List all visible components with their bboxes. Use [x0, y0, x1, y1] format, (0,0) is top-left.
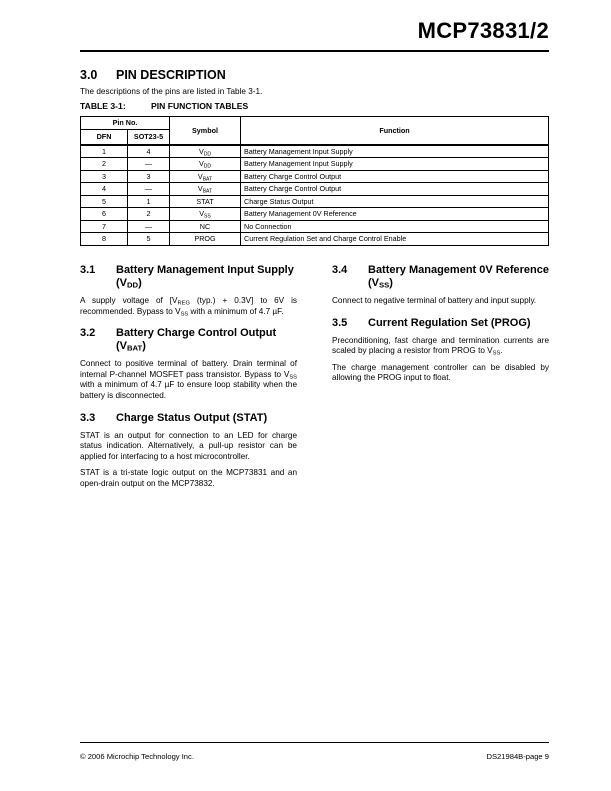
subsection-3-1-text: A supply voltage of [$V_{REG}$ (typ.) + 0.3V] to 6V is recommended. Bypass to $V_{SS}$ with a minimum of 4.7 µF. — [80, 296, 297, 318]
symbol-cell: $V_{BAT}$ — [170, 183, 241, 196]
subsection-3-1-heading: 3.1 Battery Management Input Supply $(V_{DD})$ — [80, 264, 294, 290]
sot-cell: — — [128, 158, 170, 171]
symbol-cell: $V_{DD}$ — [170, 158, 241, 171]
table-row — [81, 158, 549, 171]
subsection-3-2-text: Connect to positive terminal of battery. Drain terminal of internal P-channel MOSFET pass transistor. Bypass to $V_{SS}$ with a minimum of 4.7 µF to ensure loop stability when the battery is disconnected. — [80, 359, 297, 400]
sot-cell: 1 — [128, 195, 170, 208]
sot-cell: — — [128, 220, 170, 233]
table-row — [81, 145, 549, 158]
function-cell: Charge Status Output — [241, 195, 549, 208]
symbol-cell: $V_{BAT}$ — [170, 170, 241, 183]
symbol-header: Symbol — [170, 117, 241, 145]
dfn-cell: 5 — [81, 195, 128, 208]
symbol-cell: PROG — [170, 233, 241, 246]
function-cell: No Connection — [241, 220, 549, 233]
subsection-3-4-heading: 3.4 Battery Management 0V Reference $(V_{SS})$ — [332, 264, 549, 290]
section-intro: The descriptions of the pins are listed in Table 3-1. — [80, 87, 263, 96]
table-row — [81, 208, 549, 221]
dfn-cell: 1 — [81, 145, 128, 158]
function-cell: Battery Management Input Supply — [241, 145, 549, 158]
function-cell: Battery Charge Control Output — [241, 170, 549, 183]
section-number: 3.0 — [80, 68, 98, 82]
right-column — [332, 264, 549, 390]
subsection-3-3-text: STAT is an output for connection to an LED for charge status indication. Alternatively, a pull-up resistor can be applied for interfacing to a host microcontroller. — [80, 430, 297, 461]
sot-cell: 4 — [128, 145, 170, 158]
table-caption — [80, 101, 248, 111]
dfn-cell: 2 — [81, 158, 128, 171]
symbol-cell: $V_{DD}$ — [170, 145, 241, 158]
dfn-cell: 3 — [81, 170, 128, 183]
subsection-3-5-text-2: The charge management controller can be disabled by allowing the PROG input to float. — [332, 362, 549, 383]
table-row — [81, 220, 549, 233]
table-row — [81, 195, 549, 208]
copyright: © 2006 Microchip Technology Inc. — [80, 752, 194, 761]
section-title: PIN DESCRIPTION — [116, 68, 226, 82]
left-column — [80, 264, 297, 496]
dfn-cell: 8 — [81, 233, 128, 246]
dfn-cell: 6 — [81, 208, 128, 221]
subsection-3-4-text: Connect to negative terminal of battery and input supply. — [332, 296, 537, 305]
symbol-cell: $V_{SS}$ — [170, 208, 241, 221]
sot-cell: 5 — [128, 233, 170, 246]
document-title: MCP73831/2 — [417, 18, 549, 43]
page-number: DS21984B-page 9 — [486, 752, 549, 761]
pin-function-table — [80, 116, 549, 246]
sot-cell: 2 — [128, 208, 170, 221]
section-heading — [80, 68, 226, 82]
symbol-cell: STAT — [170, 195, 241, 208]
table-row — [81, 170, 549, 183]
dfn-cell: 7 — [81, 220, 128, 233]
header-divider — [80, 50, 549, 52]
dfn-header: DFN — [81, 129, 128, 145]
footer-divider — [80, 742, 549, 743]
sot-header: SOT23-5 — [128, 129, 170, 145]
dfn-cell: 4 — [81, 183, 128, 196]
table-caption-label: TABLE 3-1: — [80, 101, 126, 111]
function-cell: Current Regulation Set and Charge Control Enable — [241, 233, 549, 246]
sot-cell: — — [128, 183, 170, 196]
subsection-3-3-heading: 3.3 Charge Status Output (STAT) — [80, 411, 268, 424]
subsection-3-5-text: Preconditioning, fast charge and termination currents are scaled by placing a resistor from PROG to $V_{SS}$. — [332, 335, 549, 357]
function-cell: Battery Management Input Supply — [241, 158, 549, 171]
subsection-3-3-text-2: STAT is a tri-state logic output on the MCP73831 and an open-drain output on the MCP73832. — [80, 468, 297, 488]
table-row — [81, 183, 549, 196]
subsection-3-2-heading: 3.2 Battery Charge Control Output $(V_{BAT})$ — [80, 327, 277, 353]
pin-no-header: Pin No. — [81, 117, 170, 130]
table-row — [81, 233, 549, 246]
sot-cell: 3 — [128, 170, 170, 183]
table-caption-title: PIN FUNCTION TABLES — [151, 101, 249, 111]
function-cell: Battery Management 0V Reference — [241, 208, 549, 221]
subsection-3-5-heading: 3.5 Current Regulation Set (PROG) — [332, 316, 531, 329]
symbol-cell: NC — [170, 220, 241, 233]
function-cell: Battery Charge Control Output — [241, 183, 549, 196]
function-header: Function — [241, 117, 549, 145]
